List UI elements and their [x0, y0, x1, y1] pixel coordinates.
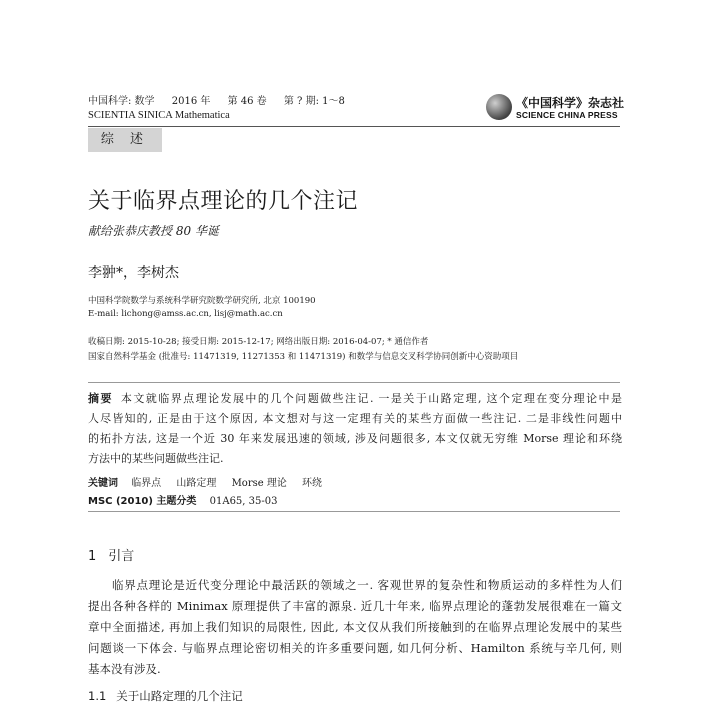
- journal-name-english: SCIENTIA SINICA Mathematica: [88, 110, 230, 121]
- affiliation: 中国科学院数学与系统科学研究院数学研究所, 北京 100190: [88, 296, 316, 306]
- journal-year: 2016 年: [171, 96, 211, 107]
- keyword: 临界点: [131, 478, 162, 489]
- intro-paragraph: [88, 575, 622, 680]
- paragraph-line: 章中全面描述, 再加上我们知识的局限性, 因此, 本文仅从我们所接触到的在临界点理论发展中的某些: [88, 620, 622, 634]
- subsection-title: 关于山路定理的几个注记: [116, 689, 243, 703]
- journal-issue: 第 ? 期: 1～8: [283, 96, 345, 107]
- paragraph-line: 提出各种各样的 Minimax 原理提供了丰富的源泉. 近几十年来, 临界点理论的蓬勃发展很难在一篇文: [88, 599, 622, 613]
- subsection-number: 1.1: [88, 689, 107, 703]
- journal-info: [88, 92, 359, 107]
- keyword: Morse 理论: [231, 478, 287, 489]
- article-dates: 收稿日期: 2015-10-28; 接受日期: 2015-12-17; 网络出版日期: 2016-04-07; * 通信作者: [88, 337, 429, 347]
- msc-value: 01A65, 35-03: [209, 496, 278, 507]
- journal-name: 中国科学: 数学: [88, 96, 155, 107]
- section-title: 引言: [108, 549, 135, 564]
- journal-volume: 第 46 卷: [227, 96, 267, 107]
- keywords-label: 关键词: [88, 478, 118, 489]
- publisher-name-en: SCIENCE CHINA PRESS: [516, 110, 618, 120]
- keyword: 山路定理: [176, 478, 217, 489]
- abstract-rule-bottom: [88, 511, 620, 512]
- paper-title: 关于临界点理论的几个注记: [88, 189, 359, 214]
- abstract-line: 摘要 本文就临界点理论发展中的几个问题做些注记. 一是关于山路定理, 这个定理在变分理论中是: [88, 392, 622, 405]
- subsection-heading: [88, 688, 243, 704]
- keyword: 环绕: [302, 478, 323, 489]
- abstract-line: 方法中的某些问题做些注记.: [88, 452, 224, 465]
- dedication: 献给张恭庆教授 80 华诞: [88, 224, 219, 238]
- globe-icon: [486, 94, 512, 120]
- abstract: [88, 389, 622, 469]
- authors: 李翀*，李树杰: [88, 265, 179, 281]
- publisher-name-cn: 《中国科学》杂志社: [516, 96, 625, 110]
- header-rule: [88, 126, 620, 127]
- section-number: 1: [88, 549, 97, 564]
- paragraph-line: 基本没有涉及.: [88, 662, 161, 676]
- publisher-logo: [486, 92, 626, 126]
- section-heading: [88, 545, 134, 564]
- paragraph-line: 临界点理论是近代变分理论中最活跃的领域之一. 客观世界的复杂性和物质运动的多样性为人们: [112, 578, 622, 592]
- category-badge: 综 述: [88, 128, 162, 152]
- abstract-line: 的拓扑方法, 这是一个近 30 年来发展迅速的领域, 涉及问题很多, 本文仅就无穷维 Morse 理论和环绕: [88, 432, 622, 445]
- abstract-rule-top: [88, 382, 620, 383]
- abstract-label: 摘要: [88, 392, 113, 405]
- author-email: E-mail: lichong@amss.ac.cn, lisj@math.ac.cn: [88, 309, 283, 319]
- paragraph-line: 问题谈一下体会. 与临界点理论密切相关的许多重要问题, 如几何分析、Hamilton 系统与辛几何, 则: [88, 641, 622, 655]
- msc-classification: [88, 492, 277, 507]
- funding: 国家自然科学基金 (批准号: 11471319, 11271353 和 11471319) 和数学与信息交叉科学协同创新中心资助项目: [88, 352, 519, 362]
- abstract-line: 人尽皆知的, 正是由于这个原因, 本文想对与这一定理有关的某些方面做一些注记. 二是非线性问题中: [88, 412, 622, 425]
- msc-label: MSC (2010) 主题分类: [88, 496, 197, 507]
- keywords: [88, 474, 334, 489]
